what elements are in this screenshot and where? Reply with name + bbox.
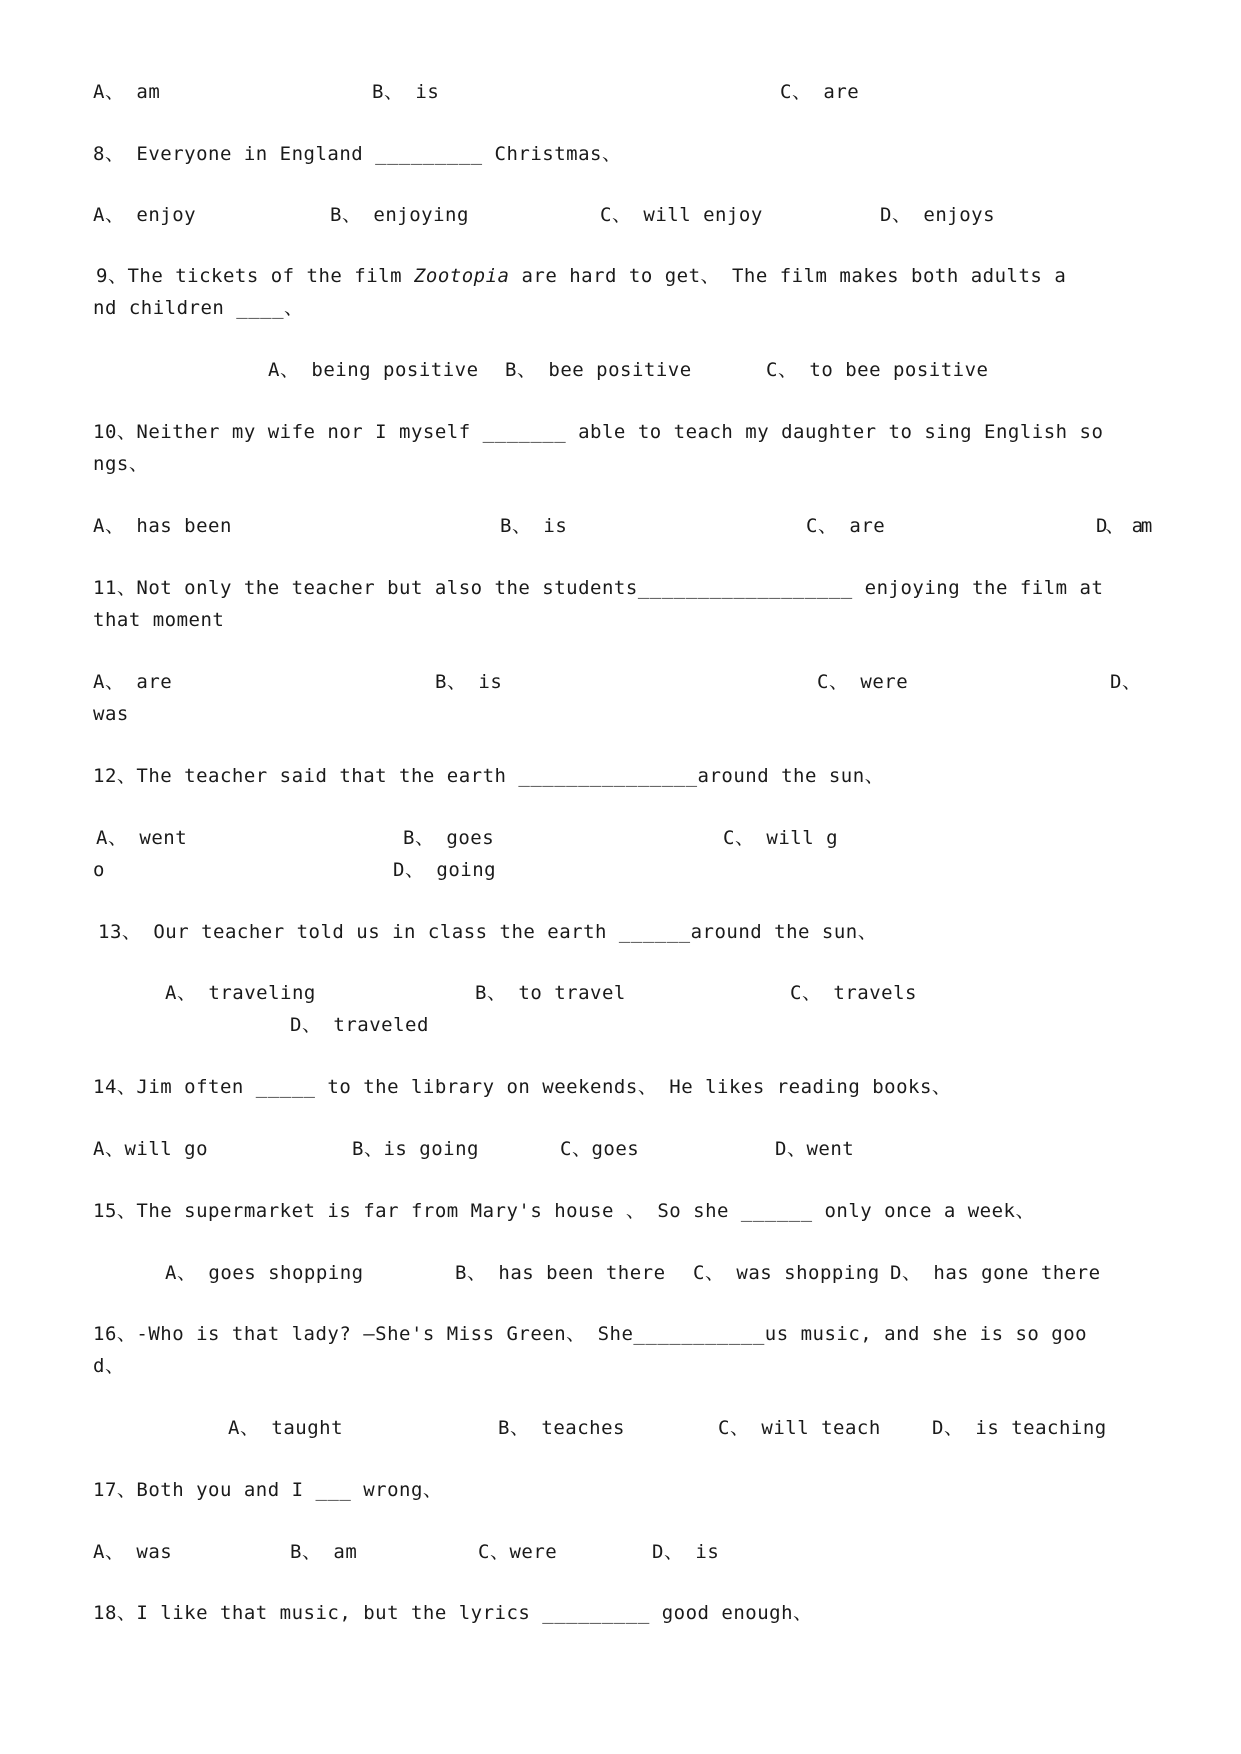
q13-option-d: D、 traveled — [290, 1014, 429, 1036]
q12-option-b: B、 goes — [403, 827, 495, 849]
q16-option-c: C、 will teach — [718, 1417, 881, 1439]
q15-option-a: A、 goes shopping — [165, 1262, 364, 1284]
q9-film-title: Zootopia — [413, 265, 510, 287]
q8-stem: 8、 Everyone in England _________ Christmas、 — [93, 143, 622, 165]
q17-option-b: B、 am — [290, 1541, 358, 1563]
q10-option-c: C、 are — [806, 515, 886, 537]
q12-option-a: A、 went — [96, 827, 188, 849]
q12-option-d: D、 going — [393, 859, 497, 881]
q7-option-c: C、 are — [780, 81, 860, 103]
q11-stem-line-2: that moment — [93, 609, 225, 631]
q10-stem-line-2: ngs、 — [93, 453, 149, 475]
q15-option-b: B、 has been there — [455, 1262, 666, 1284]
q16-option-a: A、 taught — [228, 1417, 344, 1439]
q9-stem-line-1 — [96, 264, 1066, 288]
q12-option-c: C、 will g — [723, 827, 839, 849]
q13-option-b: B、 to travel — [475, 982, 626, 1004]
q9-option-b: B、 bee positive — [505, 359, 692, 381]
q14-option-c: C、goes — [560, 1138, 640, 1160]
q8-option-b: B、 enjoying — [330, 204, 469, 226]
q11-stem-line-1: 11、Not only the teacher but also the students__________________ enjoying the film at — [93, 577, 1104, 599]
q14-option-b: B、is going — [352, 1138, 479, 1160]
q16-stem-line-1: 16、-Who is that lady? —She's Miss Green、 She___________us music, and she is so goo — [93, 1323, 1088, 1345]
q10-option-a: A、 has been — [93, 515, 232, 537]
q11-option-d: D、 — [1110, 671, 1142, 693]
q9-option-a: A、 being positive — [268, 359, 479, 381]
q13-option-c: C、 travels — [790, 982, 917, 1004]
q8-option-c: C、 will enjoy — [600, 204, 763, 226]
q9-stem-prefix: 9、The tickets of the film — [96, 265, 414, 287]
q11-option-c: C、 were — [817, 671, 909, 693]
q16-option-b: B、 teaches — [498, 1417, 625, 1439]
q16-option-d: D、 is teaching — [932, 1417, 1107, 1439]
q11-option-d-continued: was — [93, 703, 129, 725]
q14-stem: 14、Jim often _____ to the library on weekends、 He likes reading books、 — [93, 1076, 952, 1098]
q17-option-d: D、 is — [652, 1541, 720, 1563]
q7-option-a: A、 am — [93, 81, 161, 103]
q8-option-d: D、 enjoys — [880, 204, 996, 226]
q17-option-a: A、 was — [93, 1541, 173, 1563]
q12-option-c-continued: o — [93, 859, 105, 881]
q17-stem: 17、Both you and I ___ wrong、 — [93, 1479, 443, 1501]
q15-stem: 15、The supermarket is far from Mary's house 、 So she ______ only once a week、 — [93, 1200, 1035, 1222]
q9-stem-line-2: nd children ____、 — [93, 297, 304, 319]
q8-option-a: A、 enjoy — [93, 204, 197, 226]
q14-option-d: D、went — [775, 1138, 855, 1160]
q14-option-a: A、will go — [93, 1138, 209, 1160]
q7-option-b: B、 is — [372, 81, 440, 103]
q17-option-c: C、were — [478, 1541, 558, 1563]
q10-stem-line-1: 10、Neither my wife nor I myself _______ able to teach my daughter to sing English so — [93, 421, 1104, 443]
q15-option-d: D、 has gone there — [890, 1262, 1101, 1284]
q9-stem-suffix: are hard to get、 The film makes both adults a — [509, 265, 1067, 287]
q13-option-a: A、 traveling — [165, 982, 316, 1004]
q10-option-b: B、 is — [500, 515, 568, 537]
q18-stem: 18、I like that music, but the lyrics _________ good enough、 — [93, 1602, 813, 1624]
q11-option-b: B、 is — [435, 671, 503, 693]
q12-stem: 12、The teacher said that the earth _______________around the sun、 — [93, 765, 885, 787]
q9-option-c: C、 to bee positive — [766, 359, 989, 381]
q11-option-a: A、 are — [93, 671, 173, 693]
q10-option-d: D、 am — [1096, 515, 1151, 537]
q15-option-c: C、 was shopping — [693, 1262, 880, 1284]
q13-stem: 13、 Our teacher told us in class the earth ______around the sun、 — [98, 921, 878, 943]
q16-stem-line-2: d、 — [93, 1355, 125, 1377]
